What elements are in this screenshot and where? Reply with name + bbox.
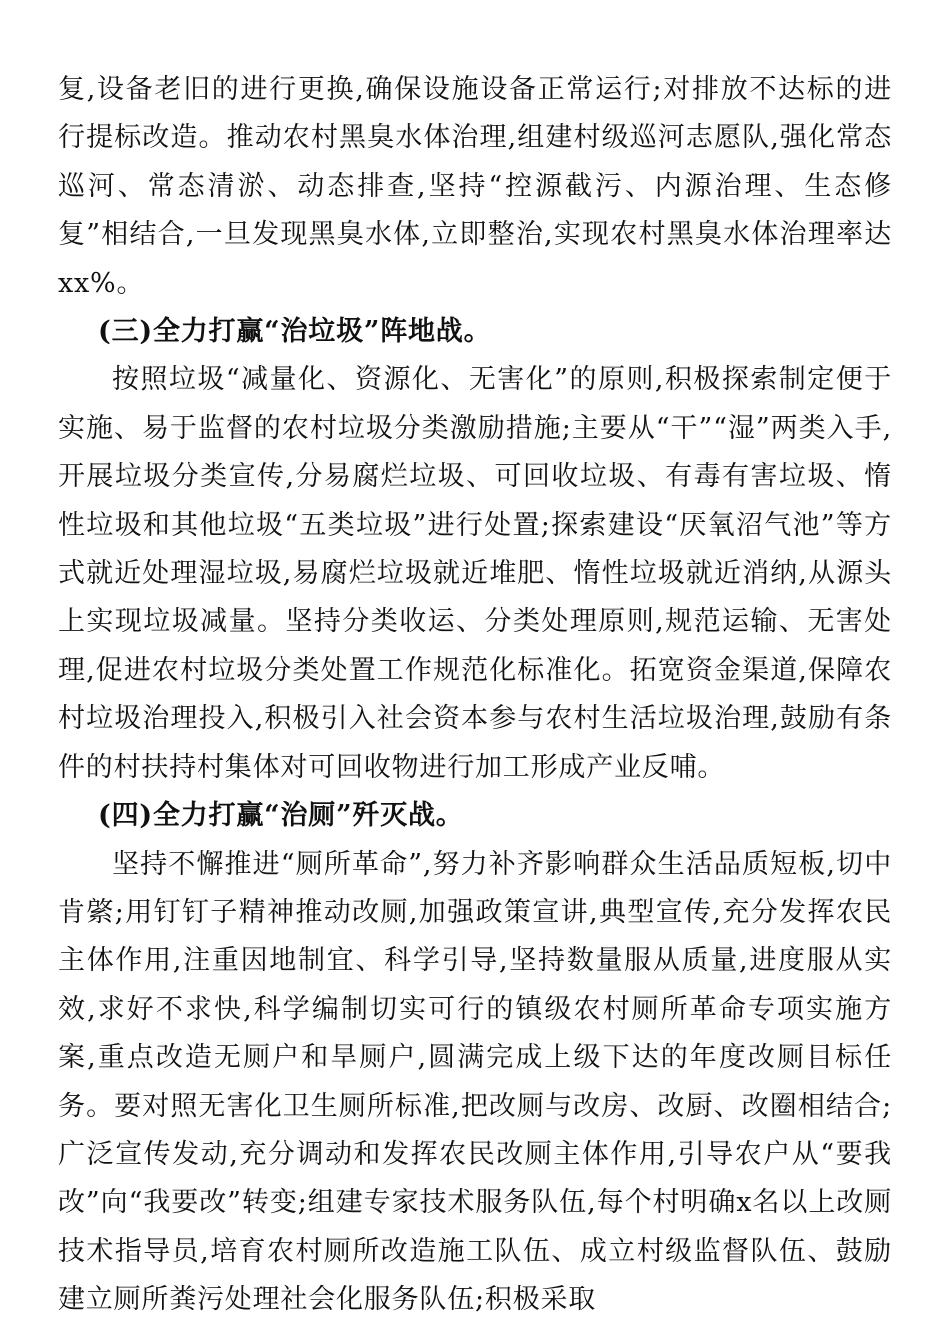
section-heading-toilet: (四)全力打赢“治厕”歼灭战。	[98, 800, 464, 832]
paragraph-wastewater-continuation: 复,设备老旧的进行更换,确保设施设备正常运行;对排放不达标的进行提标改造。推动农村黑臭水体治理,组建村级巡河志愿队,强化常态巡河、常态清淤、动态排查,坚持“控源截污、内源治理、生态修复”相结合,一旦发现黑臭水体,立即整治,实现农村黑臭水体治理率达xx%。	[58, 74, 892, 299]
document-page	[58, 66, 892, 1325]
paragraph-toilet-revolution: 坚持不懈推进“厕所革命”,努力补齐影响群众生活品质短板,切中肯綮;用钉钉子精神推动改厕,加强政策宣讲,典型宣传,充分发挥农民主体作用,注重因地制宜、科学引导,坚持数量服从质量,进度服从实效,求好不求快,科学编制切实可行的镇级农村厕所革命专项实施方案,重点改造无厕户和旱厕户,圆满完成上级下达的年度改厕目标任务。要对照无害化卫生厕所标准,把改厕与改房、改厨、改圈相结合;广泛宣传发动,充分调动和发挥农民改厕主体作用,引导农户从“要我改”向“我要改”转变;组建专家技术服务队伍,每个村明确x名以上改厕技术指导员,培育农村厕所改造施工队伍、成立村级监督队伍、鼓励建立厕所粪污处理社会化服务队伍;积极采取	[58, 848, 892, 1316]
section-heading-garbage: (三)全力打赢“治垃圾”阵地战。	[98, 316, 492, 348]
paragraph-garbage-treatment: 按照垃圾“减量化、资源化、无害化”的原则,积极探索制定便于实施、易于监督的农村垃圾分类激励措施;主要从“干”“湿”两类入手,开展垃圾分类宣传,分易腐烂垃圾、可回收垃圾、有毒有害垃圾、惰性垃圾和其他垃圾“五类垃圾”进行处置;探索建设“厌氧沼气池”等方式就近处理湿垃圾,易腐烂垃圾就近堆肥、惰性垃圾就近消纳,从源头上实现垃圾减量。坚持分类收运、分类处理原则,规范运输、无害处理,促进农村垃圾分类处置工作规范化标准化。拓宽资金渠道,保障农村垃圾治理投入,积极引入社会资本参与农村生活垃圾治理,鼓励有条件的村扶持村集体对可回收物进行加工形成产业反哺。	[58, 364, 892, 783]
